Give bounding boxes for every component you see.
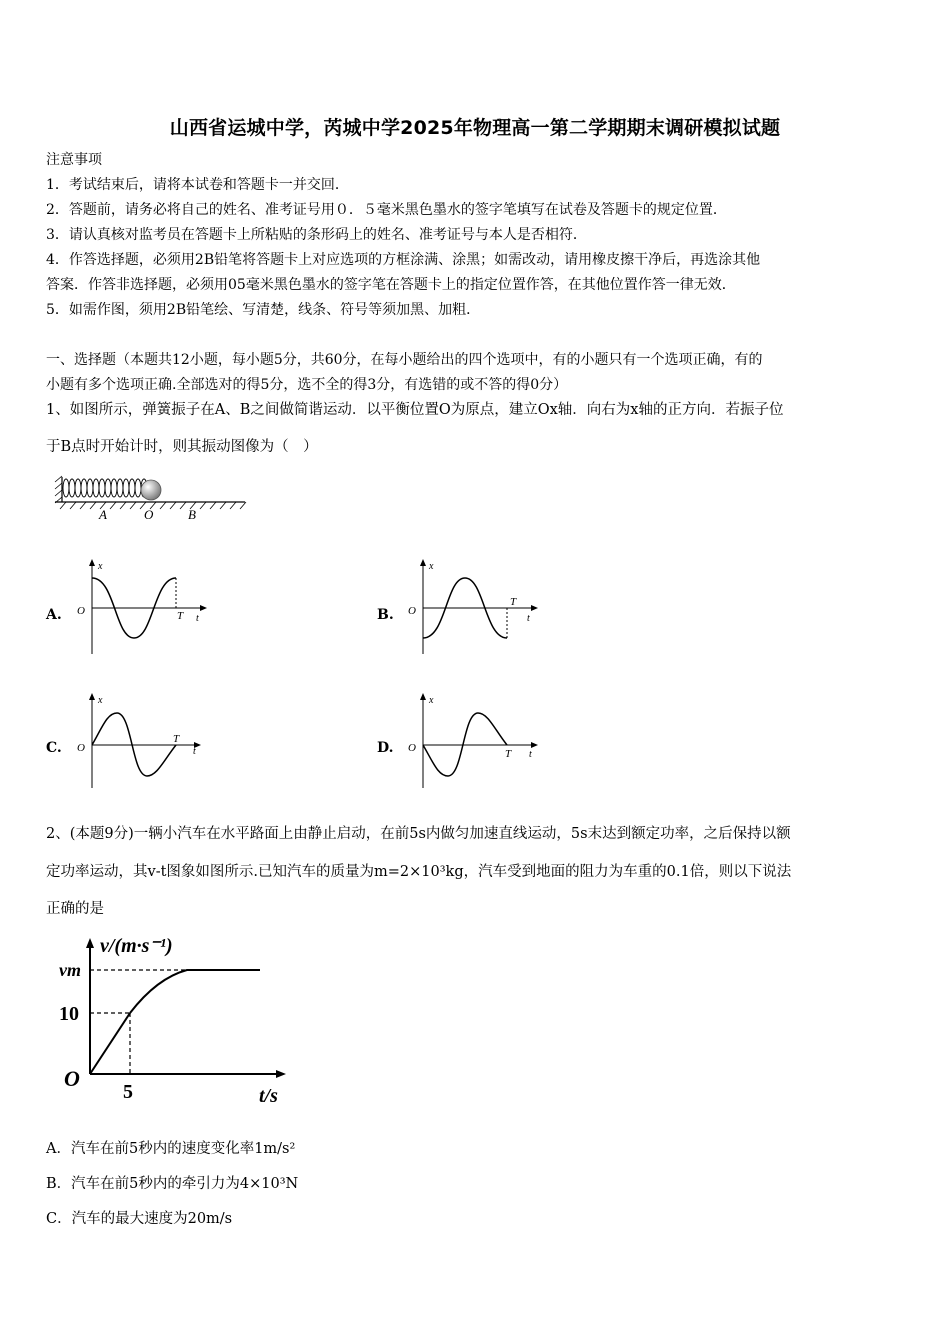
option-d-graph[interactable] [405,690,545,792]
question-1-text: 1、如图所示，弹簧振子在A、B之间做简谐运动．以平衡位置O为原点，建立Ox轴．向右为x轴的正方向．若振子位 [46,402,784,418]
notice-heading: 注意事项 [46,152,102,168]
period-label: T [177,610,184,622]
t-axis-label: t [196,613,199,624]
x-axis-label: x [429,695,434,706]
notice-item: 4．作答选择题，必须用2B铅笔将答题卡上对应选项的方框涂满、涂黑；如需改动，请用橡皮擦干净后，再选涂其他 [46,252,761,268]
period-label: T [510,596,517,608]
origin-label: O [408,605,416,617]
oscillator-ball [141,480,161,500]
option-c-graph[interactable] [74,690,214,792]
option-c-text[interactable]: C．汽车的最大速度为20m/s [46,1211,233,1227]
notice-item: 3．请认真核对监考员在答题卡上所粘贴的条形码上的姓名、准考证号与本人是否相符． [46,227,587,243]
option-a-text[interactable]: A．汽车在前5秒内的速度变化率1m/s² [46,1141,296,1157]
notice-item: 5．如需作图，须用2B铅笔绘、写清楚，线条、符号等须加黑、加粗． [46,302,481,318]
point-O-label: O [144,507,154,522]
section-heading: 一、选择题（本题共12小题，每小题5分，共60分，在每小题给出的四个选项中，有的小题只有一个选项正确，有的 [46,352,763,368]
point-A-label: A [99,507,107,522]
notice-item: 答案．作答非选择题，必须用05毫米黑色墨水的签字笔在答题卡上的指定位置作答，在其他位置作答一律无效． [46,277,736,293]
section-instructions: 小题有多个选项正确.全部选对的得5分，选不全的得3分，有选错的或不答的得0分） [46,377,568,393]
option-c-label[interactable]: C. [46,740,62,756]
option-a-graph[interactable] [74,556,214,658]
notice-item: 2．答题前，请务必将自己的姓名、准考证号用０．５毫米黑色墨水的签字笔填写在试卷及答题卡的规定位置． [46,202,727,218]
x-axis-label: t/s [259,1085,278,1107]
origin-label: O [77,605,85,617]
option-b-label[interactable]: B. [377,607,394,623]
option-a-label[interactable]: A. [46,607,62,623]
x-axis-label: x [98,695,103,706]
question-2-text: 定功率运动，其v-t图象如图所示.已知汽车的质量为m=2×10³kg，汽车受到地面的阻力为车重的0.1倍，则以下说法 [46,864,792,880]
t-axis-label: t [529,749,532,760]
origin-label: O [77,742,85,754]
velocity-time-graph [52,928,302,1108]
origin-label: O [408,742,416,754]
x-tick-5: 5 [123,1081,133,1103]
y-tick-10: 10 [59,1003,79,1025]
t-axis-label: t [193,746,196,757]
x-axis-label: x [98,561,103,572]
option-b-graph[interactable] [405,556,545,658]
x-axis-label: x [429,561,434,572]
point-B-label: B [188,507,196,522]
page-title: 山西省运城中学，芮城中学2025年物理高一第二学期期末调研模拟试题 [169,117,781,139]
t-axis-label: t [527,613,530,624]
period-label: T [505,748,512,760]
question-2-text: 2、(本题9分)一辆小汽车在水平路面上由静止启动，在前5s内做匀加速直线运动，5s末达到额定功率，之后保持以额 [46,826,791,842]
question-2-text: 正确的是 [46,901,104,917]
origin-label: O [64,1066,80,1091]
option-d-label[interactable]: D. [377,740,394,756]
vm-label: vm [59,960,81,980]
y-axis-label: v/(m·s⁻¹) [100,935,173,957]
option-b-text[interactable]: B．汽车在前5秒内的牵引力为4×10³N [46,1176,299,1192]
notice-item: 1．考试结束后，请将本试卷和答题卡一并交回． [46,177,349,193]
spring-oscillator-figure [50,472,250,524]
period-label: T [173,733,180,745]
question-1-text: 于B点时开始计时，则其振动图像为（ ） [46,439,318,455]
